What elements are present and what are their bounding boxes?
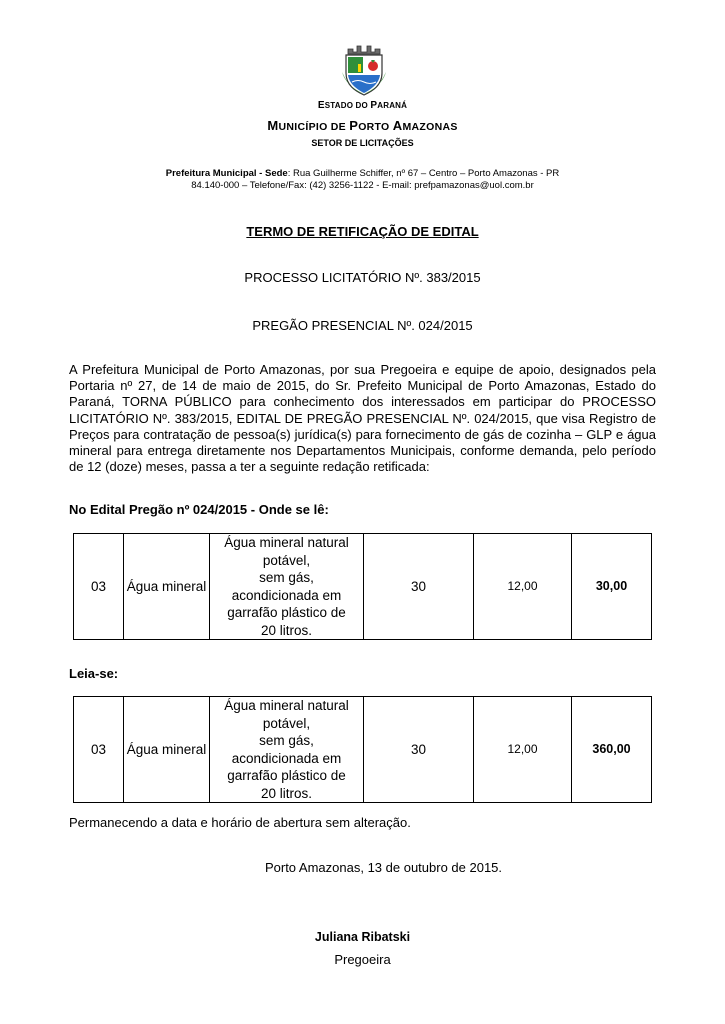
original-item-table (73, 533, 652, 640)
table-row (74, 534, 652, 640)
unit-price: 12,00 (474, 697, 572, 803)
process-number: PROCESSO LICITATÓRIO Nº. 383/2015 (244, 270, 481, 285)
description-line: garrafão plástico de (227, 605, 346, 620)
onde-se-le-label: No Edital Pregão nº 024/2015 - Onde se lê: (69, 502, 329, 517)
total-price: 360,00 (572, 697, 652, 803)
table-row (74, 697, 652, 803)
address-line-2: 84.140-000 – Telefone/Fax: (42) 3256-1122 - E-mail: prefpamazonas@uol.com.br (191, 180, 534, 191)
description-line: 20 litros. (260, 785, 313, 801)
description-line: acondicionada em (231, 750, 342, 766)
description-line: potável, (262, 552, 311, 568)
department-name: SETOR DE LICITAÇÕES (311, 138, 414, 148)
description-line: acondicionada em (231, 587, 342, 603)
address-line-1 (0, 168, 725, 179)
description-line: sem gás, (259, 570, 314, 585)
quantity: 30 (364, 697, 474, 803)
description-line: Água mineral natural (224, 698, 349, 713)
auction-number: PREGÃO PRESENCIAL Nº. 024/2015 (252, 318, 473, 333)
product-name: Água mineral (124, 534, 210, 640)
item-number: 03 (74, 534, 124, 640)
product-name: Água mineral (124, 697, 210, 803)
municipality-name: MUNICÍPIO DE PORTO AMAZONAS (267, 118, 458, 133)
address-bold: Prefeitura Municipal - Sede (165, 168, 288, 179)
body-paragraph: A Prefeitura Municipal de Porto Amazonas, por sua Pregoeira e equipe de apoio, designados pela Portaria nº 27, de 14 de maio de 2015, do Sr. Prefeito Municipal de Porto Amazonas, Estado do Paraná, TORNA PÚBLICO para conhecimento dos interessados em participar do PROCESSO LICITATÓRIO Nº. 383/2015, EDITAL DE PREGÃO PRESENCIAL Nº. 024/2015, que visa Registro de Preços para contratação de pessoa(s) jurídica(s) para fornecimento de gás de cozinha – GLP e água mineral para entrega diretamente nos Departamentos Municipais, conforme demanda, pelo período de 12 (doze) meses, passa a ter a seguinte redação retificada: (69, 362, 656, 475)
closing-note: Permanecendo a data e horário de abertura sem alteração. (69, 815, 411, 830)
address-rest: : Rua Guilherme Schiffer, nº 67 – Centro – Porto Amazonas - PR (287, 168, 560, 179)
description-line: 20 litros. (260, 622, 313, 638)
description-line: Água mineral natural (224, 535, 349, 550)
description-line: potável, (262, 715, 311, 731)
item-number: 03 (74, 697, 124, 803)
place-and-date: Porto Amazonas, 13 de outubro de 2015. (264, 860, 503, 875)
quantity: 30 (364, 534, 474, 640)
coat-of-arms-icon (340, 42, 388, 96)
corrected-item-table (73, 696, 652, 803)
total-price: 30,00 (572, 534, 652, 640)
document-title: TERMO DE RETIFICAÇÃO DE EDITAL (246, 224, 479, 239)
state-name: ESTADO DO PARANÁ (317, 100, 408, 111)
description-line: garrafão plástico de (227, 768, 346, 783)
signer-role: Pregoeira (334, 952, 391, 967)
signer-name: Juliana Ribatski (314, 930, 411, 944)
unit-price: 12,00 (474, 534, 572, 640)
product-description (210, 697, 364, 803)
description-line: sem gás, (259, 733, 314, 748)
product-description (210, 534, 364, 640)
leia-se-label: Leia-se: (69, 666, 119, 681)
